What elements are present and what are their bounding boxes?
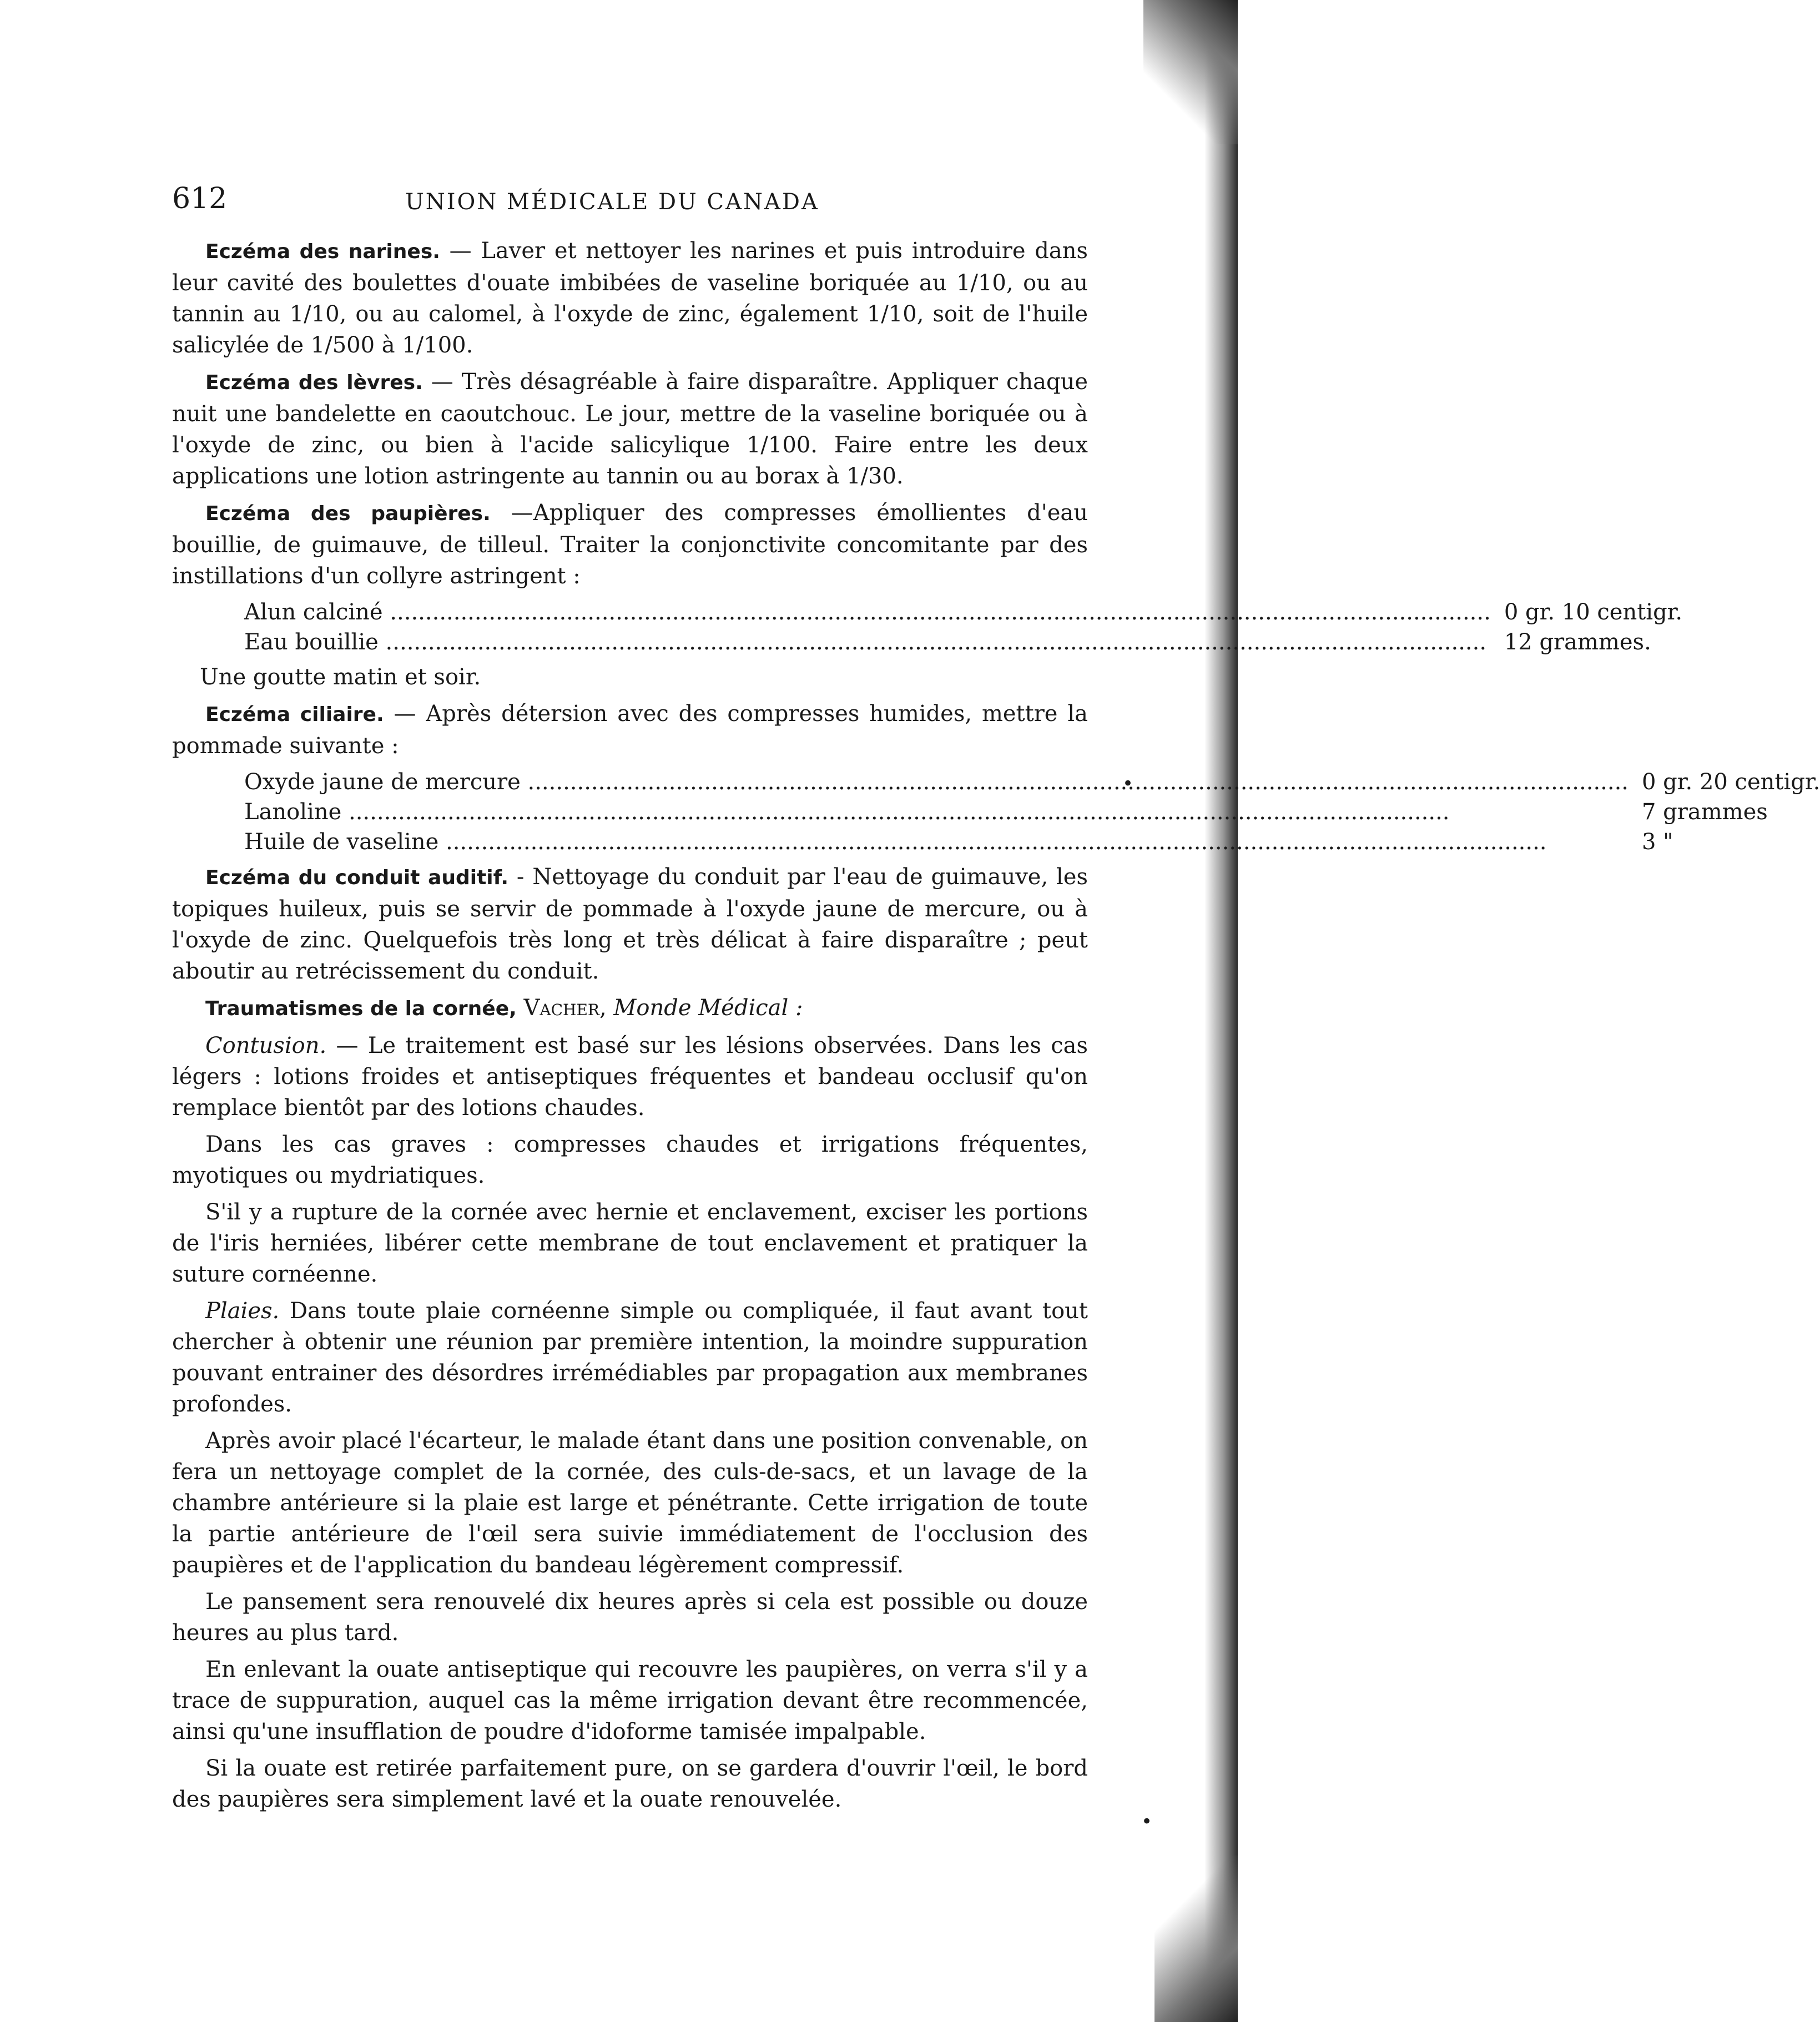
paragraph-paupieres [172,497,1088,592]
recipe-collyre [244,597,1682,657]
ingredient-name: Huile de vaseline ..... [244,827,1629,857]
page-corner-shadow-top [1143,0,1238,144]
source-journal: Monde Médical : [613,995,803,1021]
author-name: Vacher, [523,995,607,1021]
subsection-label: Plaies. [205,1298,280,1324]
paragraph-ouate: En enlevant la ouate antiseptique qui recouvre les paupières, on verra s'il y a trace de suppuration, auquel cas la même irrigation devant être recommencée, ainsi qu'une insufflation de poudre d'idoforme tamisée impalpable. [172,1657,1088,1744]
paragraph-levres [172,366,1088,492]
paragraph-conduit [172,861,1088,987]
paragraph-narines [172,235,1088,361]
paragraph-text: — Après détersion avec des compresses humides, mettre la pommade suivante : [172,701,1088,759]
paragraph-graves: Dans les cas graves : compresses chaudes et irrigations fréquentes, myotiques ou mydriatiques. [172,1132,1088,1188]
paragraph-text: —Appliquer des compresses émollientes d'eau bouillie, de guimauve, de tilleul. Traiter la conjonctivite concomitante par des instillations d'un collyre astringent : [172,500,1088,589]
margin-mark: • [1122,773,1134,795]
ingredient-quantity: 12 grammes. [1504,629,1651,655]
dosage-note: Une goutte matin et soir. [200,664,481,690]
paragraph-text: Dans toute plaie cornéenne simple ou compliquée, il faut avant tout chercher à obtenir une réunion par première intention, la moindre suppuration pouvant entrainer des désordres irrémédiables par propagation aux membranes profondes. [172,1298,1088,1417]
page-corner-shadow-bottom [1154,1855,1238,2022]
ingredient-quantity: 0 gr. 10 centigr. [1504,599,1683,625]
paragraph-text: — Laver et nettoyer les narines et puis introduire dans leur cavité des boulettes d'ouate imbibées de vaseline boriquée au 1/10, ou au tannin au 1/10, ou au calomel, à l'oxyde de zinc, également 1/10, soit de l'huile salicylée de 1/500 à 1/100. [172,238,1088,358]
section-title: Traumatismes de la cornée, [205,997,517,1020]
section-title: Eczéma des lèvres. [205,371,423,394]
ingredient-name: Lanoline ..... [244,797,1629,827]
heading-traumatismes [172,992,1088,1025]
margin-mark: • [1141,1811,1153,1833]
subsection-label: Contusion. [205,1033,327,1058]
recipe-row [244,827,1820,857]
section-title: Eczéma du conduit auditif. [205,866,509,889]
section-title: Eczéma des narines. [205,240,440,263]
ingredient-quantity: 7 grammes [1642,799,1768,825]
paragraph-text: — Très désagréable à faire disparaître. Appliquer chaque nuit une bandelette en caoutchouc. Le jour, mettre de la vaseline boriquée ou à l'oxyde de zinc, ou bien à l'acide salicylique 1/100. Faire entre les deux applications une lotion astringente au tannin ou au borax à 1/30. [172,369,1088,489]
page-content [172,182,1820,1821]
ingredient-name: Alun calciné ..... [244,597,1491,627]
recipe-row [244,797,1820,827]
ingredient-quantity: 3 " [1642,829,1673,855]
page-number: 612 [172,182,228,215]
paragraph-ciliaire [172,698,1088,762]
page-edge-shadow [1204,0,1238,2022]
recipe-row [244,627,1682,657]
ingredient-name: Eau bouillie ..... [244,627,1491,657]
paragraph-text: - Nettoyage du conduit par l'eau de guimauve, les topiques huileux, puis se servir de pommade à l'oxyde jaune de mercure, ou à l'oxyde de zinc. Quelquefois très long et très délicat à faire disparaître ; peut aboutir au retrécissement du conduit. [172,864,1088,984]
ingredient-name: Oxyde jaune de mercure ..... [244,767,1629,797]
recipe-pommade [244,767,1820,857]
paragraph-text: — Le traitement est basé sur les lésions observées. Dans les cas légers : lotions froides et antiseptiques fréquentes et bandeau occlusif qu'on remplace bientôt par des lotions chaudes. [172,1033,1088,1121]
recipe-row [244,767,1820,797]
paragraph-pure: Si la ouate est retirée parfaitement pure, on se gardera d'ouvrir l'œil, le bord des paupières sera simplement lavé et la ouate renouvelée. [172,1756,1088,1812]
paragraph-pansement: Le pansement sera renouvelé dix heures après si cela est possible ou douze heures au plus tard. [172,1589,1088,1646]
paragraph-ecarteur: Après avoir placé l'écarteur, le malade étant dans une position convenable, on fera un nettoyage complet de la cornée, des culs-de-sacs, et un lavage de la chambre antérieure si la plaie est large et pénétrante. Cette irrigation de toute la partie antérieure de l'œil sera suivie immédiatement de l'occlusion des paupières et de l'application du bandeau légèrement compressif. [172,1428,1088,1578]
paragraph-rupture: S'il y a rupture de la cornée avec hernie et enclavement, exciser les portions de l'iris herniées, libérer cette membrane de tout enclavement et pratiquer la suture cornéenne. [172,1199,1088,1287]
running-title: UNION MÉDICALE DU CANADA [405,189,819,215]
section-title: Eczéma des paupières. [205,502,491,525]
ingredient-quantity: 0 gr. 20 centigr. [1642,769,1820,795]
section-title: Eczéma ciliaire. [205,703,384,726]
recipe-row [244,597,1682,627]
paragraph-plaies [172,1295,1088,1420]
page-header [172,183,1088,222]
paragraph-contusion [172,1030,1088,1123]
